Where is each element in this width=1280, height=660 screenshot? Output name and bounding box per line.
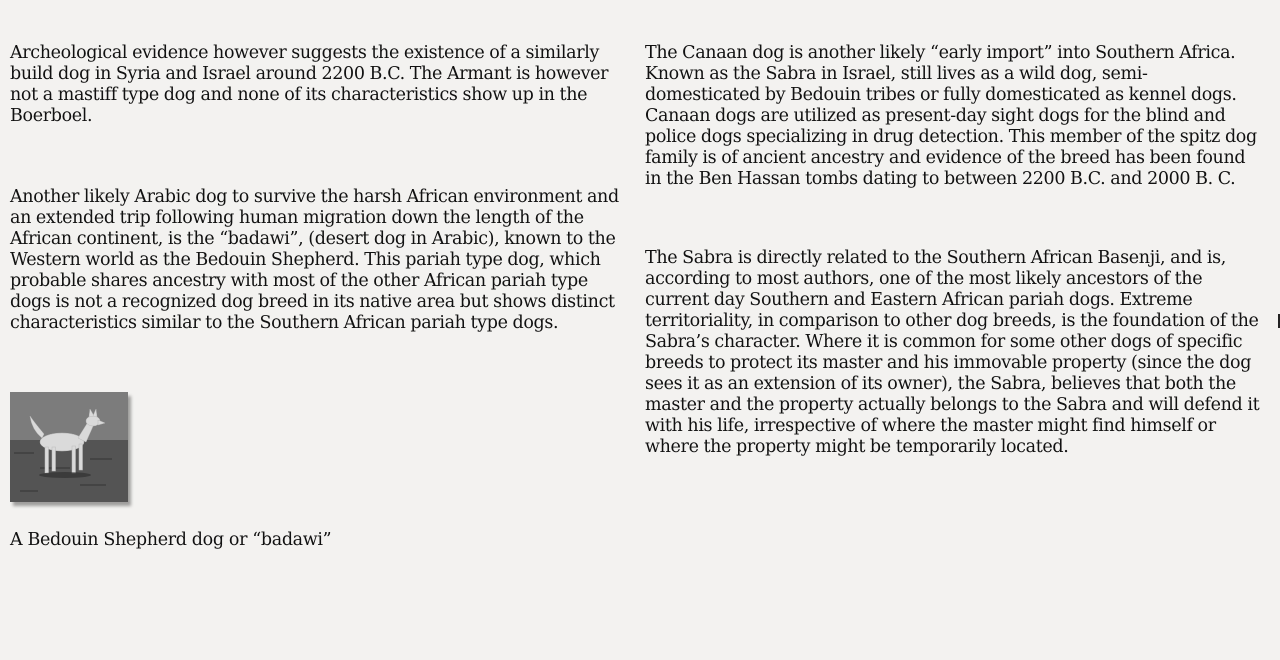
right-paragraph-2: The Sabra is directly related to the Southern African Basenji, and is, according to most authors, one of the most likely ancestors of the current day Southern and Eastern African pariah dogs. Extreme territoriality, in comparison to other dog breeds, is the foundation of the Sabra’s character. Where it is common for some other dogs of specific breeds to protect its master and his immovable property (since the dog sees it as an extension of its owner), the Sabra, believes that both the master and the property actually belongs to the Sabra and will defend it with his life, irrespective of where the master might find himself or where the property might be temporarily located. <box>645 248 1260 457</box>
dog-photo-container <box>10 392 130 504</box>
right-paragraph-1: The Canaan dog is another likely “early import” into Southern Africa. Known as the Sabra in Israel, still lives as a wild dog, semi-domesticated by Bedouin tribes or fully domesticated as kennel dogs. Canaan dogs are utilized as present-day sight dogs for the blind and police dogs specializing in drug detection. This member of the spitz dog family is of ancient ancestry and evidence of the breed has been found in the Ben Hassan tombs dating to between 2200 B.C. and 2000 B. C. <box>645 43 1257 189</box>
dog-photo-icon <box>10 392 128 502</box>
left-column <box>10 43 620 551</box>
right-column <box>645 43 1260 458</box>
photo-caption: A Bedouin Shepherd dog or “badawi” <box>10 530 332 550</box>
left-paragraph-1: Archeological evidence however suggests the existence of a similarly build dog in Syria and Israel around 2200 B.C. The Armant is however not a mastiff type dog and none of its characteristics show up in the Boerboel. <box>10 43 609 126</box>
left-paragraph-2: Another likely Arabic dog to survive the harsh African environment and an extended trip following human migration down the length of the African continent, is the “badawi”, (desert dog in Arabic), known to the Western world as the Bedouin Shepherd. This pariah type dog, which probable shares ancestry with most of the other African pariah type dogs is not a recognized dog breed in its native area but shows distinct characteristics similar to the Southern African pariah type dogs. <box>10 187 619 333</box>
